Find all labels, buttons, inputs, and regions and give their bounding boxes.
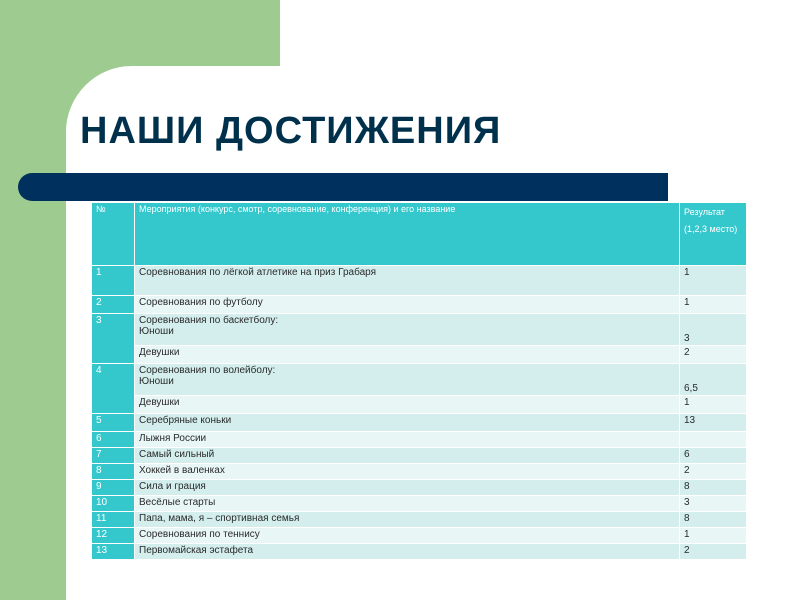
row-num: 10 [92, 496, 135, 512]
table-row [92, 396, 747, 414]
row-event-title: Соревнования по баскетболу: [139, 315, 279, 326]
table-row [92, 448, 747, 464]
page-title: НАШИ ДОСТИЖЕНИЯ [80, 110, 502, 152]
table-row [92, 414, 747, 432]
top-band [280, 0, 800, 66]
row-num: 7 [92, 448, 135, 464]
row-result: 6 [680, 448, 747, 464]
row-result [680, 432, 747, 448]
row-event [135, 314, 680, 346]
row-num: 8 [92, 464, 135, 480]
row-num: 1 [92, 266, 135, 296]
row-result: 2 [680, 346, 747, 364]
table-row [92, 464, 747, 480]
row-event: Хоккей в валенках [135, 464, 680, 480]
row-event-sub: Юноши [139, 376, 174, 387]
table-row [92, 266, 747, 296]
row-result: 6,5 [680, 364, 747, 396]
row-event-sub: Юноши [139, 326, 174, 337]
row-event: Соревнования по футболу [135, 296, 680, 314]
row-result: 1 [680, 296, 747, 314]
row-result: 1 [680, 266, 747, 296]
row-event: Лыжня России [135, 432, 680, 448]
table-row [92, 346, 747, 364]
header-result: Результат (1,2,3 место) [680, 203, 747, 266]
row-result: 2 [680, 544, 747, 560]
row-num: 4 [92, 364, 135, 414]
row-result: 8 [680, 512, 747, 528]
row-num: 3 [92, 314, 135, 364]
row-num: 13 [92, 544, 135, 560]
row-num: 11 [92, 512, 135, 528]
row-event: Соревнования по теннису [135, 528, 680, 544]
row-event: Самый сильный [135, 448, 680, 464]
row-result: 1 [680, 396, 747, 414]
row-num: 12 [92, 528, 135, 544]
table-row [92, 364, 747, 396]
row-result: 3 [680, 496, 747, 512]
row-event: Весёлые старты [135, 496, 680, 512]
table-row [92, 480, 747, 496]
table-row [92, 296, 747, 314]
header-event: Мероприятия (конкурс, смотр, соревнование, конференция) и его название [135, 203, 680, 266]
title-underline-bar [18, 173, 668, 201]
row-event: Соревнования по лёгкой атлетике на приз Грабаря [135, 266, 680, 296]
row-event: Первомайская эстафета [135, 544, 680, 560]
achievements-table [91, 202, 747, 560]
row-event-title: Соревнования по волейболу: [139, 365, 276, 376]
row-num: 5 [92, 414, 135, 432]
row-result: 2 [680, 464, 747, 480]
table-row [92, 512, 747, 528]
row-event [135, 364, 680, 396]
row-num: 9 [92, 480, 135, 496]
row-event: Папа, мама, я – спортивная семья [135, 512, 680, 528]
table-header-row [92, 203, 747, 266]
row-event: Серебряные коньки [135, 414, 680, 432]
row-num: 2 [92, 296, 135, 314]
row-num: 6 [92, 432, 135, 448]
row-event: Сила и грация [135, 480, 680, 496]
table-row [92, 528, 747, 544]
row-result: 8 [680, 480, 747, 496]
row-event: Девушки [135, 396, 680, 414]
row-event: Девушки [135, 346, 680, 364]
row-result: 3 [680, 314, 747, 346]
header-num: № [92, 203, 135, 266]
table-row [92, 432, 747, 448]
row-result: 1 [680, 528, 747, 544]
table-row [92, 496, 747, 512]
table-row [92, 314, 747, 346]
table-row [92, 544, 747, 560]
row-result: 13 [680, 414, 747, 432]
